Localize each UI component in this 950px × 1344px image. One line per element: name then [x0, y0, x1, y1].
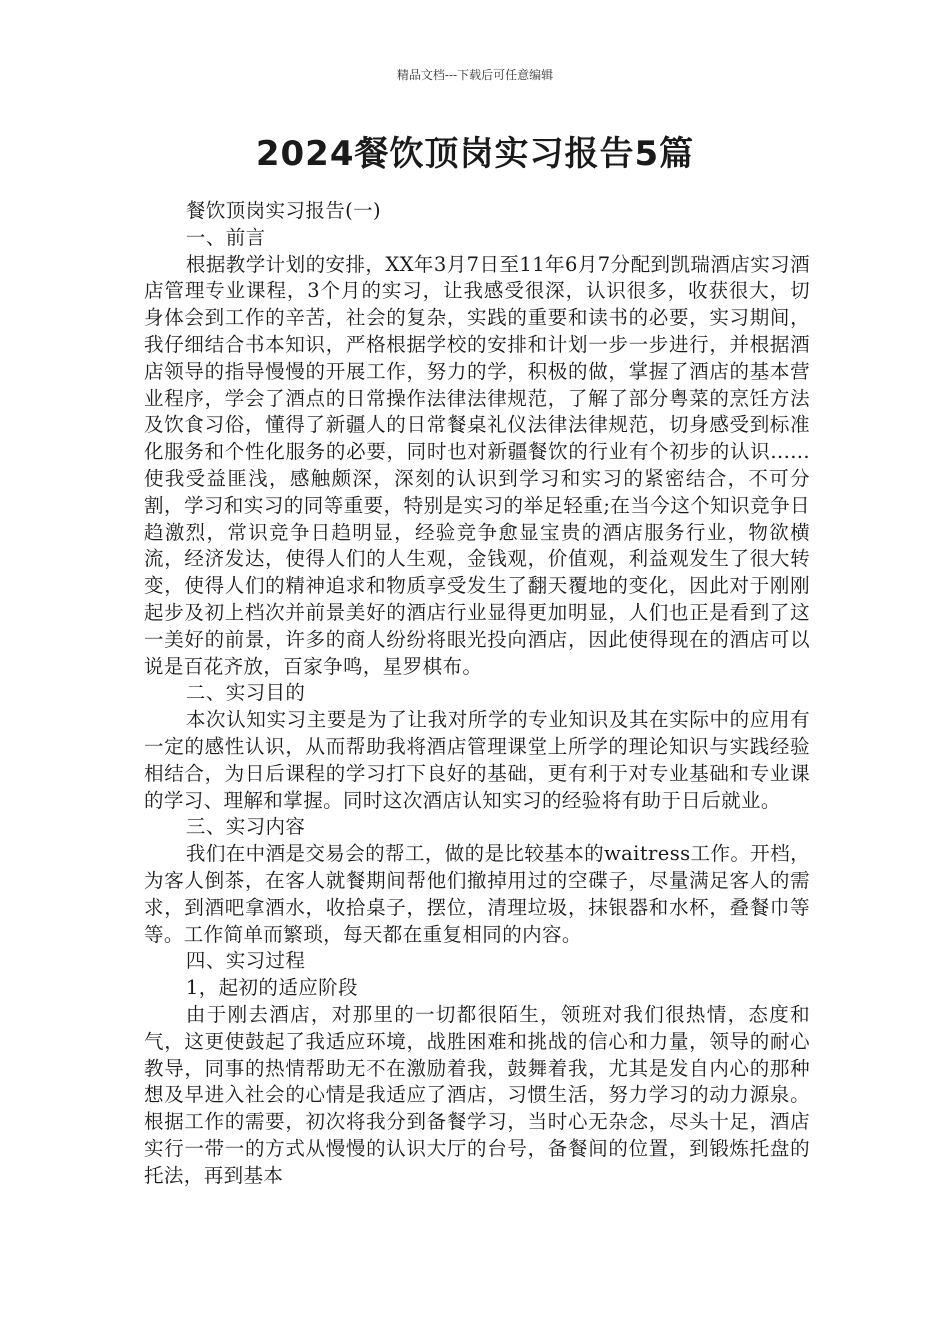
section-heading: 三、实习内容 [185, 815, 306, 839]
section-heading: 四、实习过程 [185, 949, 306, 973]
subsection-heading: 1，起初的适应阶段 [185, 976, 358, 1000]
section-heading: 二、实习目的 [185, 681, 306, 705]
paragraph: 我们在中酒是交易会的帮工，做的是比较基本的waitress工作。开档，为客人倒茶，在客人就餐期间帮他们撤掉用过的空碟子，尽量满足客人的需求，到酒吧拿酒水，收拾桌子，摆位，清理垃圾，抹银器和水杯，叠餐巾等等。工作简单而繁琐，每天都在重复相同的内容。 [144, 842, 810, 946]
report-subtitle: 餐饮顶岗实习报告(一) [185, 199, 382, 222]
section-heading: 一、前言 [185, 225, 266, 249]
document-title: 2024餐饮顶岗实习报告5篇 [255, 134, 695, 174]
paragraph: 由于刚去酒店，对那里的一切都很陌生，领班对我们很热情，态度和气，这更使鼓起了我适应环境，战胜困难和挑战的信心和力量，领导的耐心教导，同事的热情帮助无不在激励着我，鼓舞着我，尤其是发自内心的那种想及早进入社会的心情是我适应了酒店，习惯生活，努力学习的动力源泉。根据工作的需要，初次将我分到备餐学习，当时心无杂念，尽头十足，酒店实行一带一的方式从慢慢的认识大厅的台号，备餐间的位置，到锻炼托盘的托法，再到基本 [144, 1002, 810, 1187]
header-note: 精品文档---下载后可任意编辑 [396, 68, 554, 82]
paragraph: 本次认知实习主要是为了让我对所学的专业知识及其在实际中的应用有一定的感性认识，从而帮助我将酒店管理课堂上所学的理论知识与实践经验相结合，为日后课程的学习打下良好的基础，更有利于对专业基础和专业课的学习、理解和掌握。同时这次酒店认知实习的经验将有助于日后就业。 [144, 708, 810, 812]
paragraph: 根据教学计划的安排，XX年3月7日至11年6月7分配到凯瑞酒店实习酒店管理专业课程，3个月的实习，让我感受很深，认识很多，收获很大，切身体会到工作的辛苦，社会的复杂，实践的重要和读书的必要，实习期间，我仔细结合书本知识，严格根据学校的安排和计划一步一步进行，并根据酒店领导的指导慢慢的开展工作，努力的学，积极的做，掌握了酒店的基本营业程序，学会了酒点的日常操作法律法律规范，了解了部分粤菜的烹饪方法及饮食习俗，懂得了新疆人的日常餐桌礼仪法律法律规范，切身感受到标准化服务和个性化服务的必要，同时也对新疆餐饮的行业有个初步的认识......使我受益匪浅，感触颇深，深刻的认识到学习和实习的紧密结合，不可分割，学习和实习的同等重要，特别是实习的举足轻重;在当今这个知识竞争日趋激烈，常识竞争日趋明显，经验竞争愈显宝贵的酒店服务行业，物欲横流，经济发达，使得人们的人生观，金钱观，价值观，利益观发生了很大转变，使得人们的精神追求和物质享受发生了翻天覆地的变化，因此对于刚刚起步及初上档次并前景美好的酒店行业显得更加明显，人们也正是看到了这一美好的前景，许多的商人纷纷将眼光投向酒店，因此使得现在的酒店可以说是百花齐放，百家争鸣，星罗棋布。 [144, 252, 810, 678]
document-body [144, 198, 810, 1189]
